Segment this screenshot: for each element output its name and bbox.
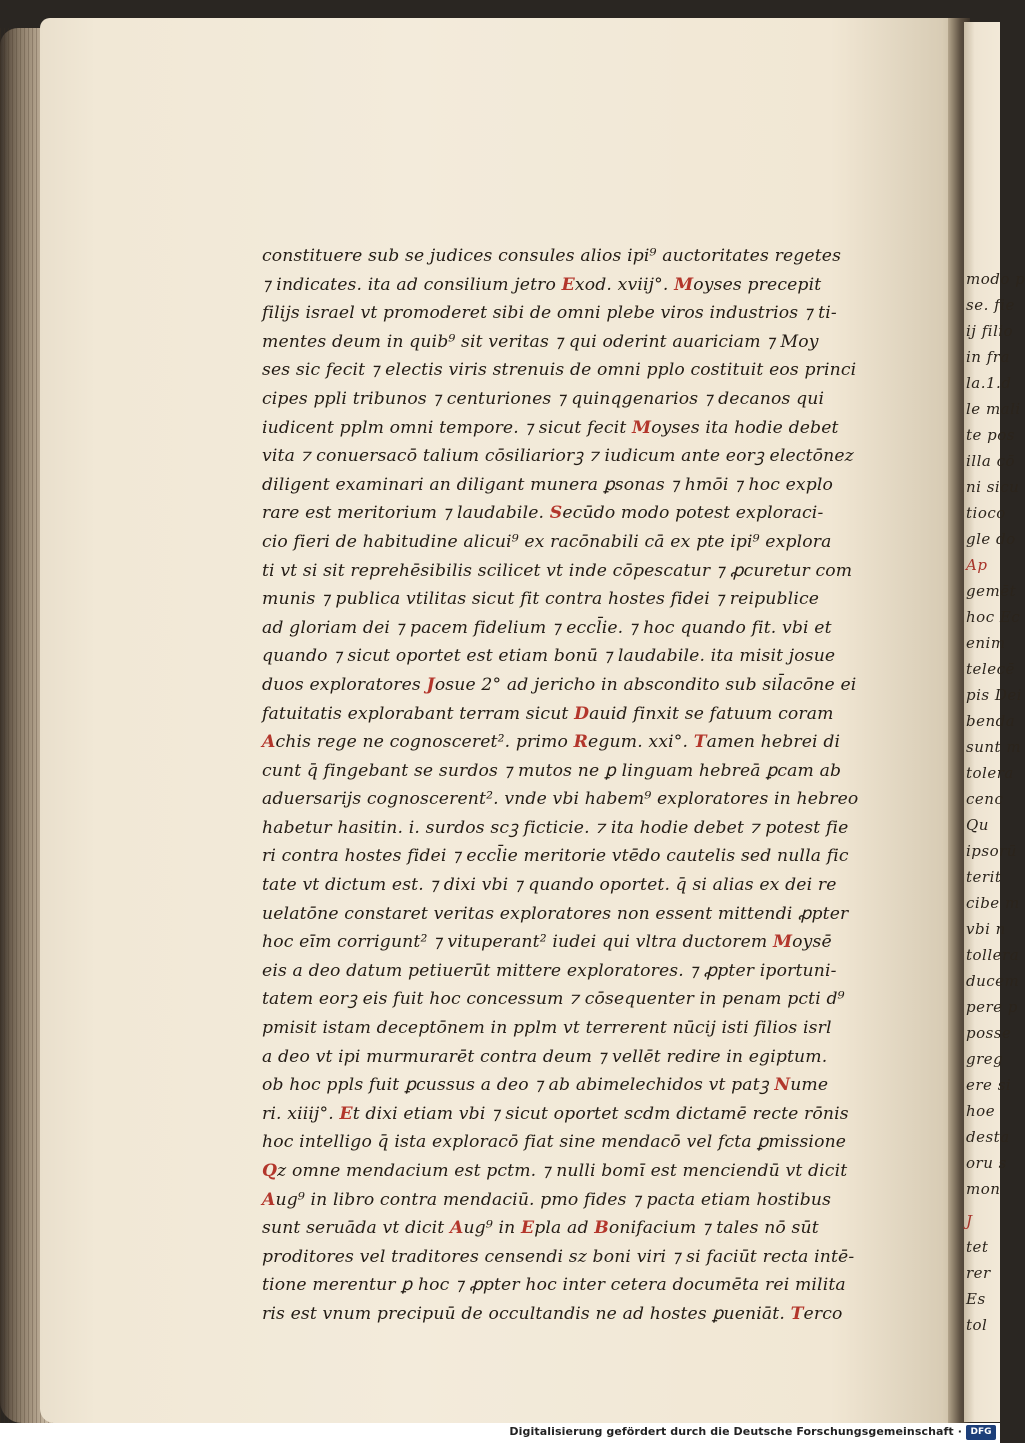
text-line: sunt seruāda vt dicit Aug⁹ in Epla ad Bonifacium ⁊ tales nō sūt [262,1218,819,1239]
text-line: ses sic fecit ⁊ electis viris strenuis de omni pplo costituit eos princi [262,360,857,381]
facing-page-text-fragment: in fra [966,348,1010,366]
facing-page-text-fragment: se. fie [966,296,1015,314]
rubricated-initial: M [632,417,652,438]
text-line: hoc intelligo q̄ ista exploracō fiat sine mendacō vel fcta ꝑmissione [262,1132,847,1153]
text-line: tatem eorꝫ eis fuit hoc concessum ⁊ cōsequenter in penam pcti d⁹ [262,989,845,1010]
text-line: constituere sub se judices consules alios ipi⁹ auctoritates regetes [262,246,842,266]
facing-page-text-fragment: cibe m [966,894,1020,912]
facing-page-text-fragment: te pos [966,426,1016,444]
facing-page-text-fragment: sunt m [966,738,1022,756]
text-line: pmisit istam deceptōnem in pplm vt terrerent nūcij isti filios isrl [262,1018,832,1039]
facing-page-text-fragment: ipsorū [966,842,1017,860]
facing-page-text-fragment: illa cō [966,452,1016,470]
facing-page-fragment [964,22,1025,1422]
facing-page-text-fragment: ij filio [966,322,1014,340]
facing-page-text-fragment: modo p [966,270,1025,288]
rubricated-initial: E [561,274,575,295]
text-line: cio fieri de habitudine alicui⁹ ex racōnabili cā ex pte ipi⁹ explora [262,531,832,552]
text-line: ad gloriam dei ⁊ pacem fidelium ⁊ eccl̄ie. ⁊ hoc quando fit. vbi et [262,617,832,638]
facing-page-text-fragment: gemēt [966,582,1017,600]
text-line: ri contra hostes fidei ⁊ eccl̄ie meritorie vtēdo cautelis sed nulla fic [262,846,849,867]
text-line: ob hoc ppls fuit ꝑcussus a deo ⁊ ab abimelechidos vt patꝫ Nume [262,1075,829,1096]
facing-page-text-fragment: tol [966,1316,988,1334]
facing-page-text-fragment: Es [966,1290,986,1308]
facing-page-text-fragment: telecē [966,660,1015,678]
facing-page-text-fragment: tolera [966,764,1014,782]
rubricated-initial: M [674,274,694,295]
text-line: quando ⁊ sicut oportet est etiam bonū ⁊ laudabile. ita misit josue [262,646,836,667]
facing-page-text-fragment: Ap [966,556,988,574]
rubricated-initial: S [549,503,563,524]
facing-page-text-fragment: posse [966,1024,1012,1042]
facing-page-text-fragment: greg [966,1050,1004,1068]
text-line: uelatōne constaret veritas exploratores non essent mittendi ꝓpter [262,903,849,924]
facing-page-text-fragment: hoe [966,1102,996,1120]
text-line: aduersarijs cognoscerent². vnde vbi habem⁹ exploratores in hebreo [262,789,859,810]
facing-page-text-fragment: la.1.d [966,374,1012,392]
text-line: diligent examinari an diligant munera ꝑsonas ⁊ hmōi ⁊ hoc explo [262,474,834,495]
rubricated-initial: E [339,1103,353,1124]
facing-page-text-fragment: ere si [966,1076,1012,1094]
text-line: ⁊ indicates. ita ad consilium jetro Exod. xviij°. Moyses precepit [262,274,822,295]
facing-page-text-fragment: tioco [966,504,1006,522]
facing-page-text-fragment: gle do [966,530,1016,548]
text-line: a deo vt ipi murmurarēt contra deum ⁊ vellēt redire in egiptum. [262,1046,828,1067]
text-line: duos exploratores Josue 2° ad jericho in abscondito sub sil̄acōne ei [262,674,857,695]
facing-page-text-fragment: pere p [966,998,1018,1016]
footer-credit: Digitalisierung gefördert durch die Deutsche Forschungsgemeinschaft · [509,1425,962,1438]
rubricated-initial: T [790,1303,804,1324]
text-line: Qz omne mendacium est pctm. ⁊ nulli bomī est menciendū vt dicit [262,1161,848,1181]
rubricated-initial: N [774,1075,791,1096]
facing-page-text-fragment: oru s [966,1154,1007,1172]
facing-page-text-fragment: benda [966,712,1016,730]
facing-page-text-fragment: pis Dei [966,686,1023,704]
facing-page-text-fragment: vbi n [966,920,1006,938]
facing-page-text-fragment: ni sicu [966,478,1020,496]
text-line: mentes deum in quib⁹ sit veritas ⁊ qui oderint auariciam ⁊ Moy [262,331,819,352]
rubricated-initial: A [449,1218,464,1239]
text-line: Achis rege ne cognosceret². primo Regum. xxi°. Tamen hebrei di [262,732,841,753]
text-line: Aug⁹ in libro contra mendaciū. pmo fides ⁊ pacta etiam hostibus [262,1189,832,1210]
text-line: ti vt si sit reprehēsibilis scilicet vt inde cōpescatur ⁊ ꝓcuretur com [262,560,853,581]
facing-page-text-fragment: tet [966,1238,989,1256]
rubricated-initial: A [262,732,276,753]
rubricated-initial: R [573,732,589,753]
text-line: vita ⁊ conuersacō talium cōsiliariorꝫ ⁊ iudicum ante eorꝫ electōnez [262,446,854,467]
facing-page-text-fragment: hoc Ec [966,608,1021,626]
facing-page-text-fragment: rer [966,1264,991,1282]
facing-page-text-fragment: ducem [966,972,1020,990]
printed-text-block [262,242,882,1329]
text-line: filijs israel vt promoderet sibi de omni plebe viros industrios ⁊ ti- [262,303,837,324]
text-line: cipes ppli tribunos ⁊ centuriones ⁊ quinqgenarios ⁊ decanos qui [262,388,825,409]
rubricated-initial: B [594,1218,609,1239]
text-line: habetur hasitin. i. surdos scꝫ ficticie. ⁊ ita hodie debet ⁊ potest fie [262,817,849,838]
rubricated-initial: T [693,732,707,753]
text-line: ris est vnum precipuū de occultandis ne ad hostes ꝑueniāt. Terco [262,1303,843,1324]
text-line: iudicent pplm omni tempore. ⁊ sicut fecit Moyses ita hodie debet [262,417,839,438]
rubricated-initial: Q [262,1161,278,1181]
text-line: proditores vel traditores censendi sz boni viri ⁊ si faciūt recta intē- [262,1246,855,1267]
text-line: tate vt dictum est. ⁊ dixi vbi ⁊ quando oportet. q̄ si alias ex dei re [262,875,837,896]
facing-page-text-fragment: terit [966,868,1002,886]
text-line: tione merentur ꝑ hoc ⁊ ꝓpter hoc inter cetera documēta rei milita [262,1275,846,1296]
rubricated-initial: D [574,703,590,724]
text-line: ri. xiiij°. Et dixi etiam vbi ⁊ sicut oportet scdm dictamē recte rōnis [262,1103,849,1124]
rubricated-initial: A [262,1189,276,1210]
facing-page-text-fragment: enim [966,634,1006,652]
text-line: hoc eīm corrigunt² ⁊ vituperant² iudei qui vltra ductorem Moysē [262,932,832,953]
facing-page-text-fragment: le mali [966,400,1021,418]
facing-page-text-fragment: mon [966,1180,1001,1198]
rubricated-initial: J [426,674,435,695]
rubricated-initial: E [520,1218,535,1239]
facing-page-text-fragment: cenc [966,790,1004,808]
text-line: cunt q̄ fingebant se surdos ⁊ mutos ne ꝑ linguam hebreā ꝑcam ab [262,760,842,781]
digitization-footer [0,1423,1000,1443]
facing-page-text-fragment: desta [966,1128,1010,1146]
rubricated-initial: M [772,932,793,953]
facing-page-text-fragment: tollera [966,946,1020,964]
facing-page-text-fragment: Qu [966,816,989,834]
facing-page-text-fragment: J [966,1212,973,1230]
text-line: munis ⁊ publica vtilitas sicut fit contra hostes fidei ⁊ reipublice [262,589,820,610]
text-line: rare est meritorium ⁊ laudabile. Secūdo modo potest exploraci- [262,503,824,524]
text-line: eis a deo datum petiuerūt mittere exploratores. ⁊ ꝓpter iportuni- [262,960,837,981]
dfg-logo-icon: DFG [966,1425,996,1440]
text-line: fatuitatis explorabant terram sicut Dauid finxit se fatuum coram [262,703,834,724]
